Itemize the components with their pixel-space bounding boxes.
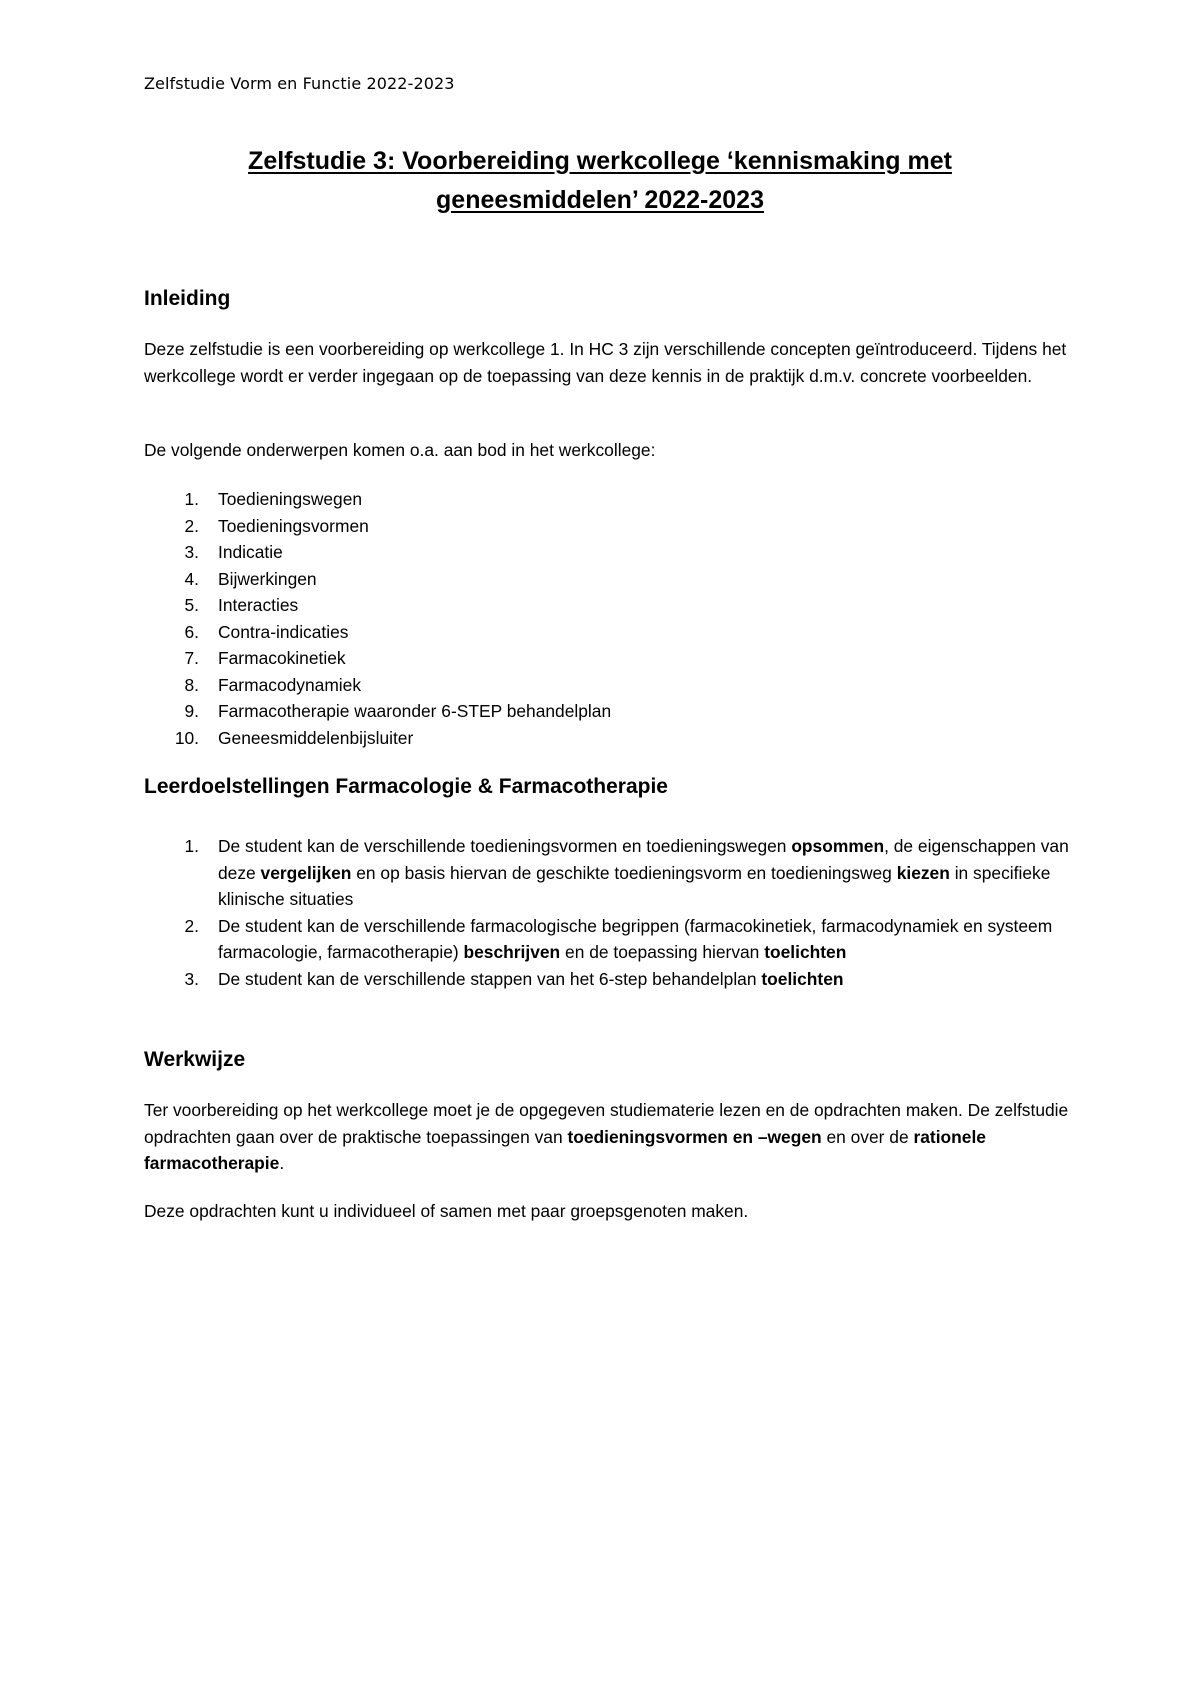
list-item [144, 833, 1074, 913]
goal-keyword: toelichten [764, 942, 847, 962]
list-number: 4. [184, 568, 199, 589]
list-number: 2. [184, 915, 199, 936]
werkwijze-closing-paragraph: Deze opdrachten kunt u individueel of samen met paar groepsgenoten maken. [144, 1201, 749, 1221]
list-number: 2. [184, 515, 199, 536]
goal-text: in specifieke klinische situaties [218, 862, 1051, 909]
list-item-text: Toedieningswegen [218, 489, 363, 509]
goal-keyword: beschrijven [463, 942, 561, 962]
list-item [144, 913, 1074, 966]
goal-keyword: vergelijken [260, 862, 352, 883]
list-number: 8. [184, 674, 199, 695]
list-item [144, 698, 1074, 725]
list-item [144, 672, 1074, 699]
list-item-text: Farmacodynamiek [218, 674, 362, 695]
list-number: 1. [184, 489, 199, 509]
list-item [144, 513, 1074, 540]
list-item-text: Farmacokinetiek [218, 648, 346, 668]
goal-text: , de eigenschappen van deze [218, 836, 1069, 883]
document-title: Zelfstudie 3: Voorbereiding werkcollege ‘kennismaking met geneesmiddelen’ 2022-2023 [248, 147, 952, 214]
section-heading-inleiding: Inleiding [144, 287, 231, 310]
list-number: 9. [184, 701, 199, 721]
list-item-text: Toedieningsvormen [218, 515, 369, 536]
section-heading-leerdoelstellingen: Leerdoelstellingen Farmacologie & Farmacotherapie [144, 775, 668, 798]
inleiding-paragraph: Deze zelfstudie is een voorbereiding op werkcollege 1. In HC 3 zijn verschillende concepten geïntroduceerd. Tijdens het werkcollege wordt er verder ingegaan op de toepassing van deze kennis in de praktijk d.m.v. concrete voorbeelden. [144, 339, 1067, 386]
goal-keyword: toelichten [761, 968, 844, 989]
goal-text: De student kan de verschillende toedieningsvormen en toedieningswegen [218, 836, 792, 856]
list-item [144, 592, 1074, 619]
list-item-text: Bijwerkingen [218, 568, 317, 589]
werkwijze-paragraph [144, 1097, 1074, 1177]
list-number: 3. [184, 542, 199, 562]
topics-list [144, 486, 1074, 751]
list-item [144, 486, 1074, 513]
goal-text: en op basis hiervan de geschikte toedieningsvorm en toedieningsweg [351, 862, 897, 883]
list-item [144, 725, 1074, 752]
paragraph-keyword: rationele farmacotherapie [144, 1126, 986, 1173]
list-item [144, 566, 1074, 593]
topics-intro: De volgende onderwerpen komen o.a. aan bod in het werkcollege: [144, 440, 656, 460]
learning-goals-list [144, 833, 1074, 992]
section-heading-werkwijze: Werkwijze [144, 1048, 246, 1071]
list-item [144, 539, 1074, 566]
list-item [144, 966, 1074, 993]
list-number: 5. [184, 595, 199, 615]
paragraph-text: en over de [821, 1126, 914, 1147]
list-item-text: Indicatie [218, 542, 283, 562]
goal-text: De student kan de verschillende stappen van het 6-step behandelplan [218, 968, 762, 989]
goal-text: en de toepassing hiervan [560, 942, 765, 962]
paragraph-text: Ter voorbereiding op het werkcollege moet je de opgegeven studiematerie lezen en de opdrachten maken. De zelfstudie opdrachten gaan over de praktische toepassingen van [144, 1100, 1069, 1147]
goal-text: De student kan de verschillende farmacologische begrippen (farmacokinetiek, farmacodynamiek en systeem farmacologie, farmacotherapie) [218, 915, 1053, 962]
paragraph-keyword: toedieningsvormen en –wegen [567, 1126, 822, 1147]
list-item-text: Geneesmiddelenbijsluiter [218, 727, 414, 748]
list-number: 3. [184, 968, 199, 989]
list-number: 1. [184, 836, 199, 856]
paragraph-text: . [279, 1153, 285, 1173]
list-item [144, 645, 1074, 672]
list-item [144, 619, 1074, 646]
list-item-text: Farmacotherapie waaronder 6-STEP behandelplan [218, 701, 612, 721]
list-number: 7. [184, 648, 199, 668]
list-number: 6. [184, 621, 199, 642]
list-number: 10. [174, 727, 199, 748]
goal-keyword: opsommen [791, 836, 885, 856]
goal-keyword: kiezen [896, 862, 950, 883]
running-header: Zelfstudie Vorm en Functie 2022-2023 [144, 74, 455, 93]
list-item-text: Contra-indicaties [218, 621, 349, 642]
list-item-text: Interacties [218, 595, 299, 615]
